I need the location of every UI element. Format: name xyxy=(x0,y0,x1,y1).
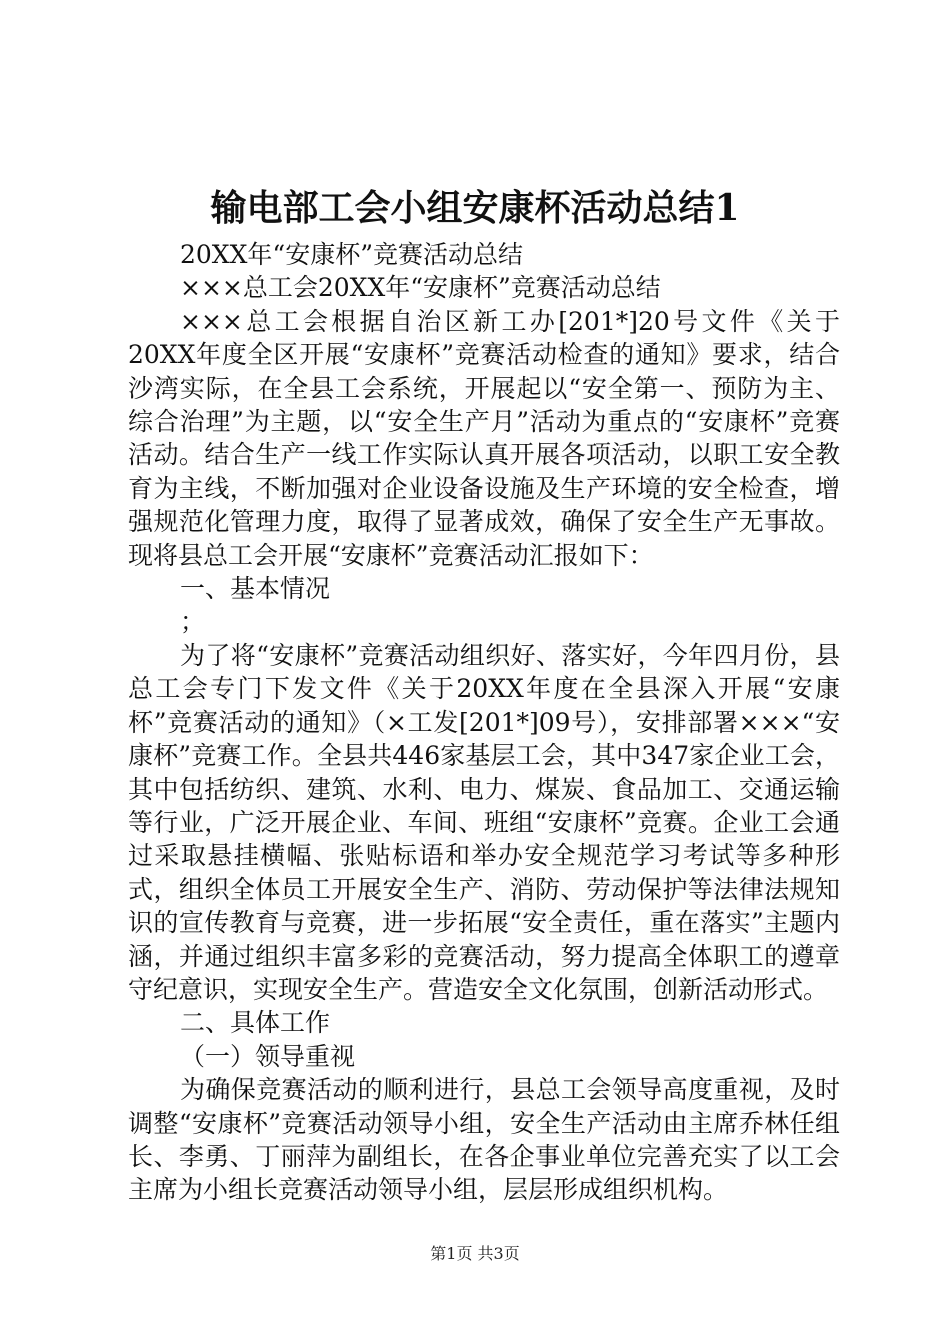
document-body xyxy=(128,238,840,1207)
page-footer: 第1页 共3页 xyxy=(430,1244,520,1263)
document-title: 输电部工会小组安康杯活动总结1 xyxy=(210,187,740,229)
subtitle-paragraph: 20XX年“安康杯”竞赛活动总结 xyxy=(180,240,523,269)
subsection-heading-leadership: （一）领导重视 xyxy=(180,1041,356,1071)
section-heading-specific: 二、具体工作 xyxy=(180,1008,331,1038)
leadership-paragraph: 为确保竞赛活动的顺利进行，县总工会领导高度重视，及时调整“安康杯”竞赛活动领导小组，安全生产活动由主席乔林任组长、李勇、丁丽萍为副组长，在各企事业单位完善充实了以工会主席为小组长竞赛活动领导小组，层层形成组织机构。 xyxy=(128,1075,840,1205)
basic-situation-paragraph: 为了将“安康杯”竞赛活动组织好、落实好，今年四月份，县总工会专门下发文件《关于20XX年度在全县深入开展“安康杯”竞赛活动的通知》（×工发[201*]09号），安排部署×××“安康杯”竞赛工作。全县共446家基层工会，其中347家企业工会，其中包括纺织、建筑、水利、电力、煤炭、食品加工、交通运输等行业，广泛开展企业、车间、班组“安康杯”竞赛。企业工会通过采取悬挂横幅、张贴标语和举办安全规范学习考试等多种形式，组织全体员工开展安全生产、消防、劳动保护等法律法规知识的宣传教育与竞赛，进一步拓展“安全责任，重在落实”主题内涵，并通过组织丰富多彩的竞赛活动，努力提高全体职工的遵章守纪意识，实现安全生产。营造安全文化氛围，创新活动形式。 xyxy=(128,640,840,1004)
separator-paragraph: ； xyxy=(180,607,206,637)
intro-paragraph: ×××总工会根据自治区新工办[201*]20号文件《关于20XX年度全区开展“安康杯”竞赛活动检查的通知》要求，结合沙湾实际，在全县工会系统，开展起以“安全第一、预防为主、综合治理”为主题，以“安全生产月”活动为重点的“安康杯”竞赛活动。结合生产一线工作实际认真开展各项活动，以职工安全教育为主线，不断加强对企业设备设施及生产环境的安全检查，增强规范化管理力度，取得了显著成效，确保了安全生产无事故。现将县总工会开展“安康杯”竞赛活动汇报如下： xyxy=(128,306,840,570)
report-heading-paragraph: ×××总工会20XX年“安康杯”竞赛活动总结 xyxy=(180,273,661,303)
section-heading-basic: 一、基本情况 xyxy=(180,574,331,604)
